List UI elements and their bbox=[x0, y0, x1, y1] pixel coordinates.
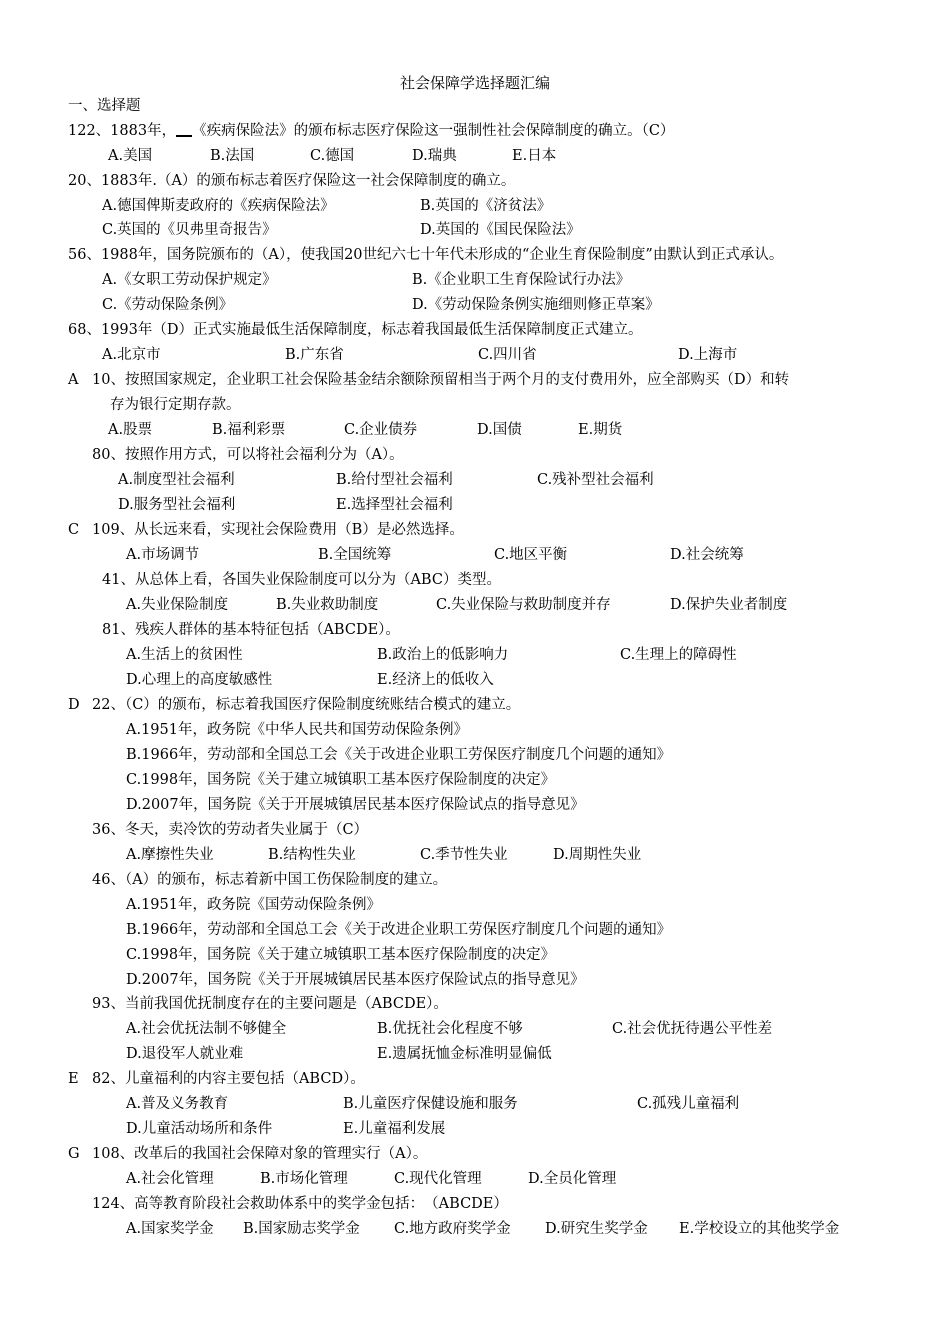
question-text: 10、按照国家规定，企业职工社会保险基金结余额除预留相当于两个月的支付费用外，应全部购买（D）和转 bbox=[92, 372, 790, 388]
option: E.期货 bbox=[578, 422, 623, 438]
option: D.研究生奖学金 bbox=[545, 1221, 648, 1237]
question-text-continued: 存为银行定期存款。 bbox=[110, 397, 241, 413]
option: D.2007年，国务院《关于开展城镇居民基本医疗保险试点的指导意见》 bbox=[126, 797, 585, 813]
question-text: 108、改革后的我国社会保障对象的管理实行（A）。 bbox=[92, 1146, 428, 1162]
option: E.选择型社会福利 bbox=[336, 497, 453, 513]
index-letter: D bbox=[68, 697, 80, 713]
option: A.市场调节 bbox=[126, 547, 200, 563]
option: C.季节性失业 bbox=[420, 847, 508, 863]
option: B.英国的《济贫法》 bbox=[420, 198, 552, 214]
option: C.英国的《贝弗里奇报告》 bbox=[102, 222, 277, 238]
option: B.广东省 bbox=[285, 347, 344, 363]
option: C.1998年，国务院《关于建立城镇职工基本医疗保险制度的决定》 bbox=[126, 772, 556, 788]
option: B.市场化管理 bbox=[260, 1171, 348, 1187]
option: A.失业保险制度 bbox=[126, 597, 229, 613]
option: B.优抚社会化程度不够 bbox=[377, 1021, 523, 1037]
option: E.学校设立的其他奖学金 bbox=[679, 1221, 840, 1237]
option: B.给付型社会福利 bbox=[336, 472, 453, 488]
option: B.政治上的低影响力 bbox=[377, 647, 509, 663]
option: A.股票 bbox=[108, 422, 153, 438]
option: D.儿童活动场所和条件 bbox=[126, 1121, 273, 1137]
index-letter: G bbox=[68, 1146, 80, 1162]
option: A.1951年，政务院《国劳动保险条例》 bbox=[126, 897, 381, 913]
option: E.日本 bbox=[512, 148, 557, 164]
question-text: 93、当前我国优抚制度存在的主要问题是（ABCDE）。 bbox=[92, 996, 448, 1012]
option: B.结构性失业 bbox=[268, 847, 356, 863]
option: A.北京市 bbox=[102, 347, 161, 363]
option: A.社会化管理 bbox=[126, 1171, 214, 1187]
option: A.生活上的贫困性 bbox=[126, 647, 243, 663]
question-text: 82、儿童福利的内容主要包括（ABCD）。 bbox=[92, 1071, 365, 1087]
option: B.国家励志奖学金 bbox=[243, 1221, 360, 1237]
option: B.失业救助制度 bbox=[276, 597, 379, 613]
question-text: 46、（A）的颁布，标志着新中国工伤保险制度的建立。 bbox=[92, 872, 448, 888]
option: A.社会优抚法制不够健全 bbox=[126, 1021, 287, 1037]
option: D.上海市 bbox=[678, 347, 738, 363]
option: A.《女职工劳动保护规定》 bbox=[102, 272, 277, 288]
option: D.退役军人就业难 bbox=[126, 1046, 244, 1062]
option: B.1966年，劳动部和全国总工会《关于改进企业职工劳保医疗制度几个问题的通知》 bbox=[126, 922, 672, 938]
option: C.残补型社会福利 bbox=[537, 472, 654, 488]
option: D.保护失业者制度 bbox=[670, 597, 788, 613]
option: E.遗属抚恤金标准明显偏低 bbox=[377, 1046, 552, 1062]
question-text: 81、残疾人群体的基本特征包括（ABCDE）。 bbox=[102, 622, 400, 638]
option: D.全员化管理 bbox=[528, 1171, 617, 1187]
option: C.现代化管理 bbox=[394, 1171, 482, 1187]
option: B.全国统筹 bbox=[318, 547, 392, 563]
option: D.2007年，国务院《关于开展城镇居民基本医疗保险试点的指导意见》 bbox=[126, 972, 585, 988]
question-text: 124、高等教育阶段社会救助体系中的奖学金包括： （ABCDE） bbox=[92, 1196, 508, 1212]
question-text: 20、1883年.（A）的颁布标志着医疗保险这一社会保障制度的确立。 bbox=[68, 173, 516, 189]
option: D.英国的《国民保险法》 bbox=[420, 222, 581, 238]
section-heading: 一、选择题 bbox=[68, 98, 141, 114]
question-text: 22、（C）的颁布，标志着我国医疗保险制度统账结合模式的建立。 bbox=[92, 697, 521, 713]
option: D.《劳动保险条例实施细则修正草案》 bbox=[412, 297, 660, 313]
question-text: 41、从总体上看，各国失业保险制度可以分为（ABC）类型。 bbox=[102, 572, 501, 588]
option: C.德国 bbox=[310, 148, 355, 164]
option: B.《企业职工生育保险试行办法》 bbox=[412, 272, 631, 288]
question-text: 109、从长远来看，实现社会保险费用（B）是必然选择。 bbox=[92, 522, 464, 538]
option: B.福利彩票 bbox=[212, 422, 286, 438]
option: A.制度型社会福利 bbox=[118, 472, 235, 488]
option: B.1966年，劳动部和全国总工会《关于改进企业职工劳保医疗制度几个问题的通知》 bbox=[126, 747, 672, 763]
option: C.企业债券 bbox=[344, 422, 418, 438]
option: C.失业保险与救助制度并存 bbox=[436, 597, 611, 613]
option: C.社会优抚待遇公平性差 bbox=[612, 1021, 773, 1037]
option: C.地方政府奖学金 bbox=[394, 1221, 511, 1237]
option: D.周期性失业 bbox=[553, 847, 642, 863]
option: C.地区平衡 bbox=[494, 547, 568, 563]
option: D.国债 bbox=[477, 422, 522, 438]
fill-blank bbox=[176, 121, 192, 137]
question-text: 122、1883年， 《疾病保险法》的颁布标志医疗保险这一强制性社会保障制度的确立。（C） bbox=[68, 123, 675, 139]
option: B.法国 bbox=[210, 148, 255, 164]
option: D.服务型社会福利 bbox=[118, 497, 236, 513]
option: C.《劳动保险条例》 bbox=[102, 297, 234, 313]
option: C.孤残儿童福利 bbox=[637, 1096, 740, 1112]
option: E.经济上的低收入 bbox=[377, 672, 494, 688]
index-letter: C bbox=[68, 522, 80, 538]
index-letter: E bbox=[68, 1071, 79, 1087]
option: E.儿童福利发展 bbox=[343, 1121, 446, 1137]
option: A.摩擦性失业 bbox=[126, 847, 214, 863]
option: A.1951年，政务院《中华人民共和国劳动保险条例》 bbox=[126, 722, 468, 738]
option: C.生理上的障碍性 bbox=[620, 647, 737, 663]
option: D.心理上的高度敏感性 bbox=[126, 672, 273, 688]
question-text: 80、按照作用方式，可以将社会福利分为（A）。 bbox=[92, 447, 404, 463]
option: A.国家奖学金 bbox=[126, 1221, 214, 1237]
index-letter: A bbox=[68, 372, 79, 388]
option: A.德国俾斯麦政府的《疾病保险法》 bbox=[102, 198, 335, 214]
question-text: 56、1988年，国务院颁布的（A），使我国20世纪六七十年代未形成的“企业生育保险制度”由默认到正式承认。 bbox=[68, 247, 784, 263]
option: D.瑞典 bbox=[412, 148, 457, 164]
page-title: 社会保障学选择题汇编 bbox=[399, 74, 550, 92]
option: A.美国 bbox=[108, 148, 153, 164]
option: A.普及义务教育 bbox=[126, 1096, 229, 1112]
option: D.社会统筹 bbox=[670, 547, 744, 563]
question-text: 68、1993年（D）正式实施最低生活保障制度，标志着我国最低生活保障制度正式建立。 bbox=[68, 322, 643, 338]
option: C.四川省 bbox=[478, 347, 537, 363]
question-text: 36、冬天，卖冷饮的劳动者失业属于（C） bbox=[92, 822, 369, 838]
option: C.1998年，国务院《关于建立城镇职工基本医疗保险制度的决定》 bbox=[126, 947, 556, 963]
option: B.儿童医疗保健设施和服务 bbox=[343, 1096, 518, 1112]
